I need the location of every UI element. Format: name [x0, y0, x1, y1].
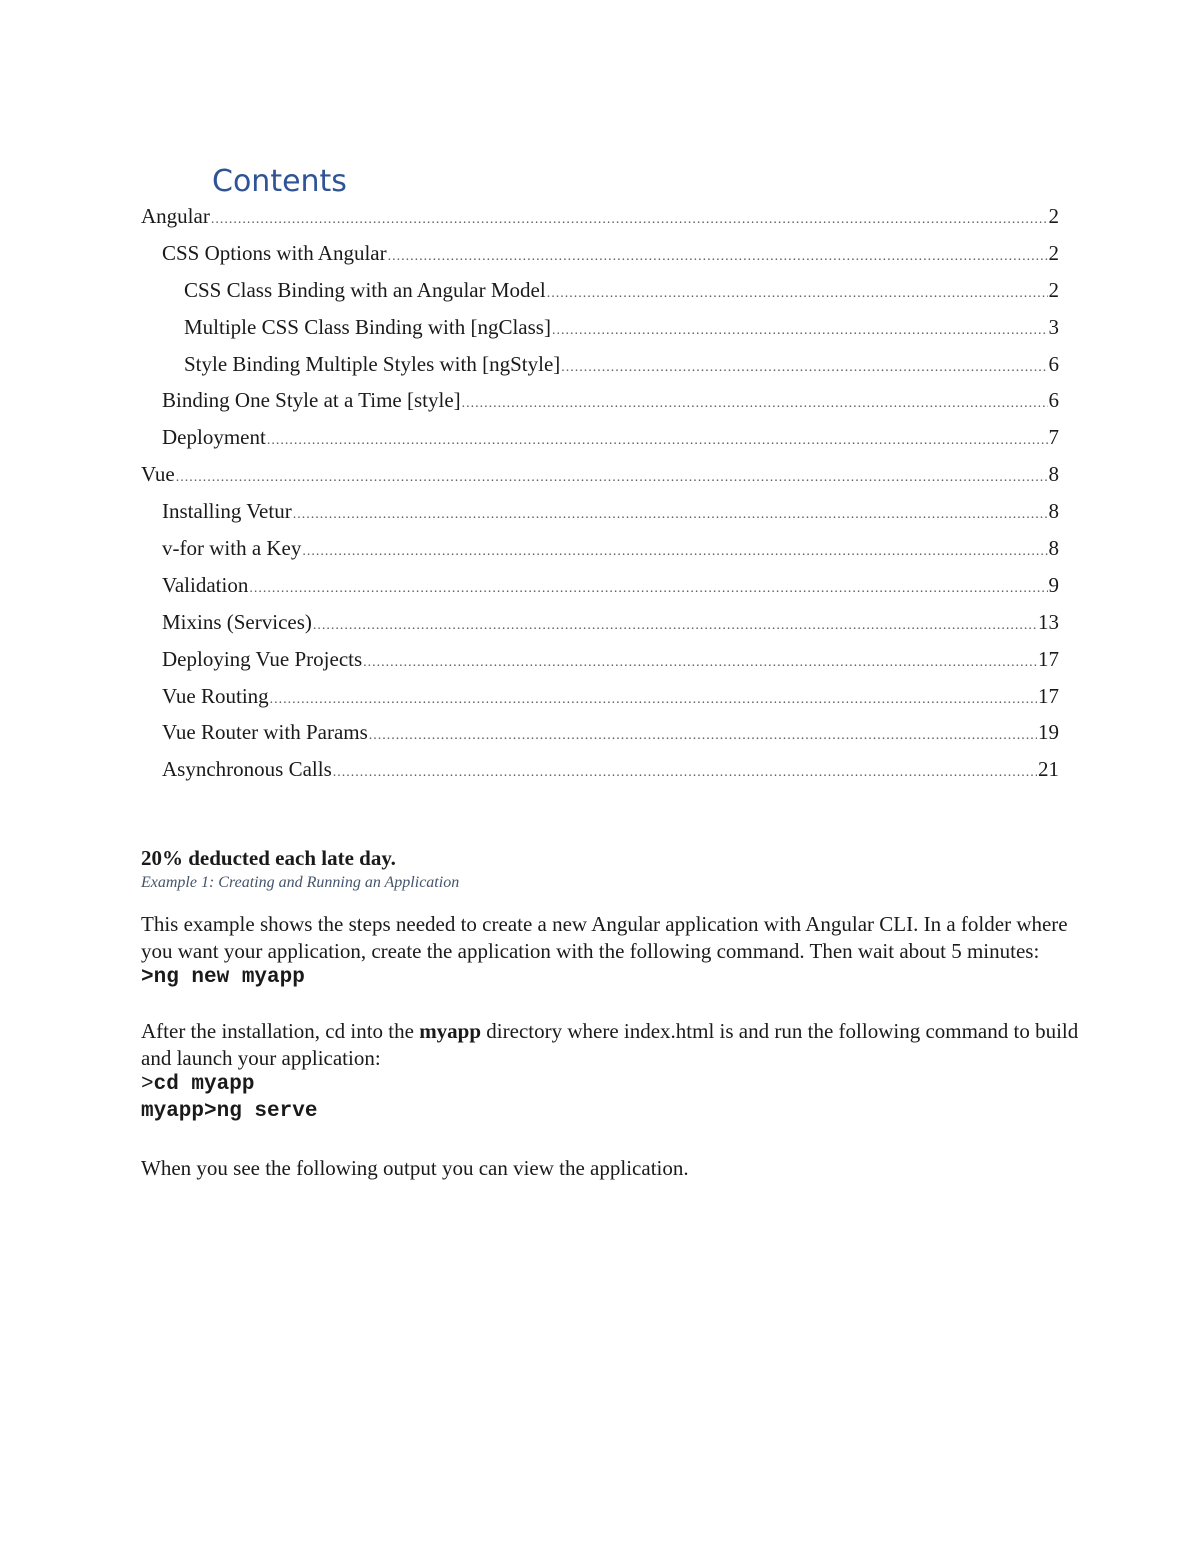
toc-entry-label: Vue — [141, 462, 175, 487]
toc-dot-leader — [547, 276, 1048, 313]
toc-dot-leader — [561, 350, 1047, 387]
toc-entry-page: 21 — [1038, 757, 1059, 782]
toc-entry[interactable] — [141, 419, 1059, 456]
toc-entry[interactable] — [141, 198, 1059, 235]
command-cd-prompt: > — [141, 1073, 154, 1096]
toc-entry[interactable] — [141, 309, 1059, 346]
toc-entry[interactable] — [141, 641, 1059, 678]
toc-entry[interactable] — [141, 272, 1059, 309]
toc-entry-label: Multiple CSS Class Binding with [ngClass] — [184, 314, 551, 339]
command-cd-text: cd myapp — [153, 1073, 255, 1096]
toc-dot-leader — [302, 534, 1047, 571]
toc-entry[interactable] — [141, 567, 1059, 604]
toc-entry[interactable] — [141, 530, 1059, 567]
toc-entry[interactable] — [141, 346, 1059, 383]
toc-dot-leader — [462, 386, 1048, 423]
toc-dot-leader — [369, 718, 1037, 755]
toc-dot-leader — [293, 497, 1048, 534]
toc-entry[interactable] — [141, 714, 1059, 751]
toc-dot-leader — [552, 313, 1048, 350]
toc-entry-page: 6 — [1048, 351, 1059, 376]
toc-dot-leader — [211, 202, 1048, 239]
toc-entry[interactable] — [141, 456, 1059, 493]
toc-entry[interactable] — [141, 493, 1059, 530]
toc-entry-page: 9 — [1048, 572, 1059, 597]
command-ng-new: >ng new myapp — [141, 966, 305, 989]
toc-dot-leader — [249, 571, 1047, 608]
toc-dot-leader — [313, 608, 1037, 645]
toc-entry-page: 2 — [1048, 204, 1059, 228]
toc-entry[interactable] — [141, 235, 1059, 272]
toc-entry-page: 8 — [1048, 536, 1059, 561]
toc-entry-page: 17 — [1038, 683, 1059, 708]
toc-entry-label: Style Binding Multiple Styles with [ngStyle] — [184, 351, 561, 376]
toc-entry[interactable] — [141, 604, 1059, 641]
toc-dot-leader — [388, 239, 1048, 276]
toc-entry-label: Binding One Style at a Time [style] — [162, 388, 461, 413]
toc-entry-page: 19 — [1038, 720, 1059, 745]
toc-dot-leader — [267, 423, 1048, 460]
example-caption: Example 1: Creating and Running an Application — [141, 874, 460, 891]
toc-entry[interactable] — [141, 382, 1059, 419]
toc-entry[interactable] — [141, 678, 1059, 715]
toc-dot-leader — [363, 645, 1037, 682]
toc-dot-leader — [333, 755, 1037, 792]
toc-entry-label: Deploying Vue Projects — [162, 646, 363, 671]
install-text-after: directory where index.html is and run the following command to build and launch your application: — [141, 1019, 1079, 1070]
document-body — [141, 843, 1081, 1182]
install-text-before: After the installation, cd into the — [141, 1019, 420, 1043]
toc-entry-label: Validation — [162, 572, 249, 597]
toc-entry-label: v-for with a Key — [162, 536, 302, 561]
toc-entry-label: Angular — [141, 204, 210, 228]
toc-entry-label: Asynchronous Calls — [162, 757, 332, 782]
toc-entry-label: Vue Routing — [162, 683, 269, 708]
late-penalty-notice: 20% deducted each late day. — [141, 846, 396, 870]
toc-dot-leader — [270, 682, 1037, 719]
toc-entry-page: 2 — [1048, 240, 1059, 265]
toc-entry-label: Vue Router with Params — [162, 720, 368, 745]
toc-entry-page: 2 — [1048, 277, 1059, 302]
toc-entry-page: 17 — [1038, 646, 1059, 671]
toc-entry-page: 6 — [1048, 388, 1059, 413]
toc-entry-label: Deployment — [162, 425, 266, 450]
toc-entry-page: 8 — [1048, 462, 1059, 487]
toc-title: Contents — [212, 164, 347, 199]
toc-entry-page: 13 — [1038, 609, 1059, 634]
toc-entry-label: Installing Vetur — [162, 499, 292, 524]
toc-entry-label: CSS Options with Angular — [162, 240, 387, 265]
toc-entry[interactable] — [141, 751, 1059, 788]
command-cd — [141, 1071, 1081, 1098]
command-ng-serve: myapp>ng serve — [141, 1100, 318, 1123]
toc-entry-label: Mixins (Services) — [162, 609, 312, 634]
toc-entry-page: 7 — [1048, 425, 1059, 450]
output-paragraph: When you see the following output you can view the application. — [141, 1156, 689, 1180]
install-text-bold: myapp — [419, 1019, 482, 1043]
install-paragraph — [141, 1018, 1081, 1071]
table-of-contents — [141, 198, 1059, 788]
toc-dot-leader — [176, 460, 1048, 497]
toc-entry-page: 3 — [1048, 314, 1059, 339]
toc-entry-page: 8 — [1048, 499, 1059, 524]
intro-paragraph: This example shows the steps needed to create a new Angular application with Angular CLI. In a folder where you want your application, create the application with the following command. Then wait about 5 minutes: — [141, 912, 1068, 963]
toc-entry-label: CSS Class Binding with an Angular Model — [184, 277, 546, 302]
